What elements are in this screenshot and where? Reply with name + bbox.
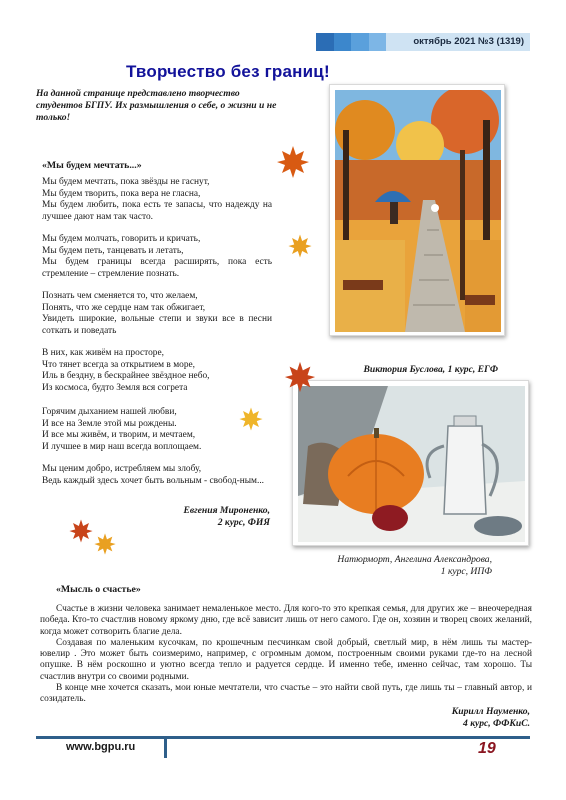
essay-body [40,604,532,706]
poem-line: Иль в бездну, в бескрайнее звёздное небо, [42,371,210,382]
maple-leaf-icon [287,233,313,259]
poem-stanza [42,177,272,223]
poem-line: И все мы живём, и творим, и мечтаем, [42,430,196,441]
footer-website-link[interactable]: www.bgpu.ru [66,741,136,753]
poem-line: Увидеть широкие, вольные степи и звуки все в песни соткать и поведать [42,314,272,336]
maple-leaf-icon [238,406,264,432]
essay-paragraph: В конце мне хочется сказать, мои юные мечтатели, что счастье – это найти свой путь, где лишь ты – главный автор, и созидатель. [40,683,532,705]
essay-author-name: Кирилл Науменко, [451,706,530,717]
poem-line: Мы ценим добро, истребляем мы злобу, [42,464,202,474]
essay-author [380,706,530,730]
poem-stanza [42,348,272,394]
poem-line: Мы будем петь, танцевать и летать, [42,245,184,256]
painting2-caption-line2: 1 курс, ИПФ [440,566,492,577]
intro-text: На данной странице представлено творчество студентов БГПУ. Их размышления о себе, о жизни и не только! [36,88,277,124]
issue-header-bar [316,33,530,51]
footer-divider [36,736,530,739]
painting-still-life [292,380,529,546]
poem-line: Понять, что же сердце нам так обжигает, [42,302,206,313]
poem-line: В них, как живём на просторе, [42,348,164,358]
poem-line: И лучшее в мир наш всегда воплощаем. [42,441,202,452]
maple-leaf-icon [93,532,117,556]
poem-author-name: Евгения Мироненко, [183,505,270,516]
poem-line: Мы будем границы всегда расширять, пока есть стремление – стремление познать. [42,257,272,279]
poem-line: Мы будем молчать, говорить и кричать, [42,234,201,244]
poem-line: Из космоса, будто Земля вся согрета [42,382,188,393]
painting2-caption-line1: Натюрморт, Ангелина Александрова, [337,554,492,565]
poem-line: Ведь каждый здесь хочет быть вольным - свобод-ным... [42,475,265,486]
poem-title: «Мы будем мечтать...» [42,160,142,171]
poem-line: Познать чем сменяется то, что желаем, [42,291,198,301]
essay-paragraph: Создавая по маленьким кусочкам, по крошечным песчинкам свой добрый, светлый мир, в нём лишь ты мастер-ювелир . Это может быть соизмеримо, например, с огромным домом, построенным своими руками где-то на лесной опушке. В нём роскошно и уютно всегда тепло и радуется сердце. И именно тебе, именно сейчас, там хорошо. Ты счастлив внутри со своими родными. [40,637,532,682]
issue-label: октябрь 2021 №3 (1319) [386,33,530,51]
poem-stanza [42,291,272,337]
essay-paragraph: Счастье в жизни человека занимает немаленькое место. Для кого-то это крепкая семья, для других же – внеочередная победа. Кто-то счастлив новому яркому дню, где всё зависит лишь от него самого. Где он, хозяин и творец своих желаний, когда может сотворить благие дела. [40,604,532,637]
poem-line: И все на Земле этой мы рождены. [42,418,177,429]
page-number: 19 [478,740,496,757]
header-color-blocks [316,33,386,51]
painting2-caption [316,554,492,578]
poem-line: Горячим дыханием нашей любви, [42,407,177,417]
poem-line: Что тянет всегда за открытием в море, [42,359,196,370]
maple-leaf-icon [275,144,311,180]
poem-line: Мы будем любить, пока есть те запасы, что надежду на лучшее дают нам так часто. [42,200,272,222]
essay-author-info: 4 курс, ФФКиС. [463,718,530,729]
poem-author-info: 2 курс, ФИЯ [217,517,270,528]
poem-line: Мы будем творить, пока вера не гласна, [42,188,201,199]
page-title: Творчество без границ! [126,62,330,81]
maple-leaf-icon [283,360,317,394]
poem-stanza [42,234,272,280]
maple-leaf-icon [68,518,94,544]
poem-line: Мы будем мечтать, пока звёзды не гаснут, [42,177,210,187]
painting-autumn-park [329,84,505,336]
poem-stanza [42,464,272,487]
poem-author [150,505,270,529]
essay-title: «Мысль о счастье» [56,584,141,595]
painting1-caption: Виктория Буслова, 1 курс, ЕГФ [363,364,498,375]
footer-divider-tick [164,736,167,758]
